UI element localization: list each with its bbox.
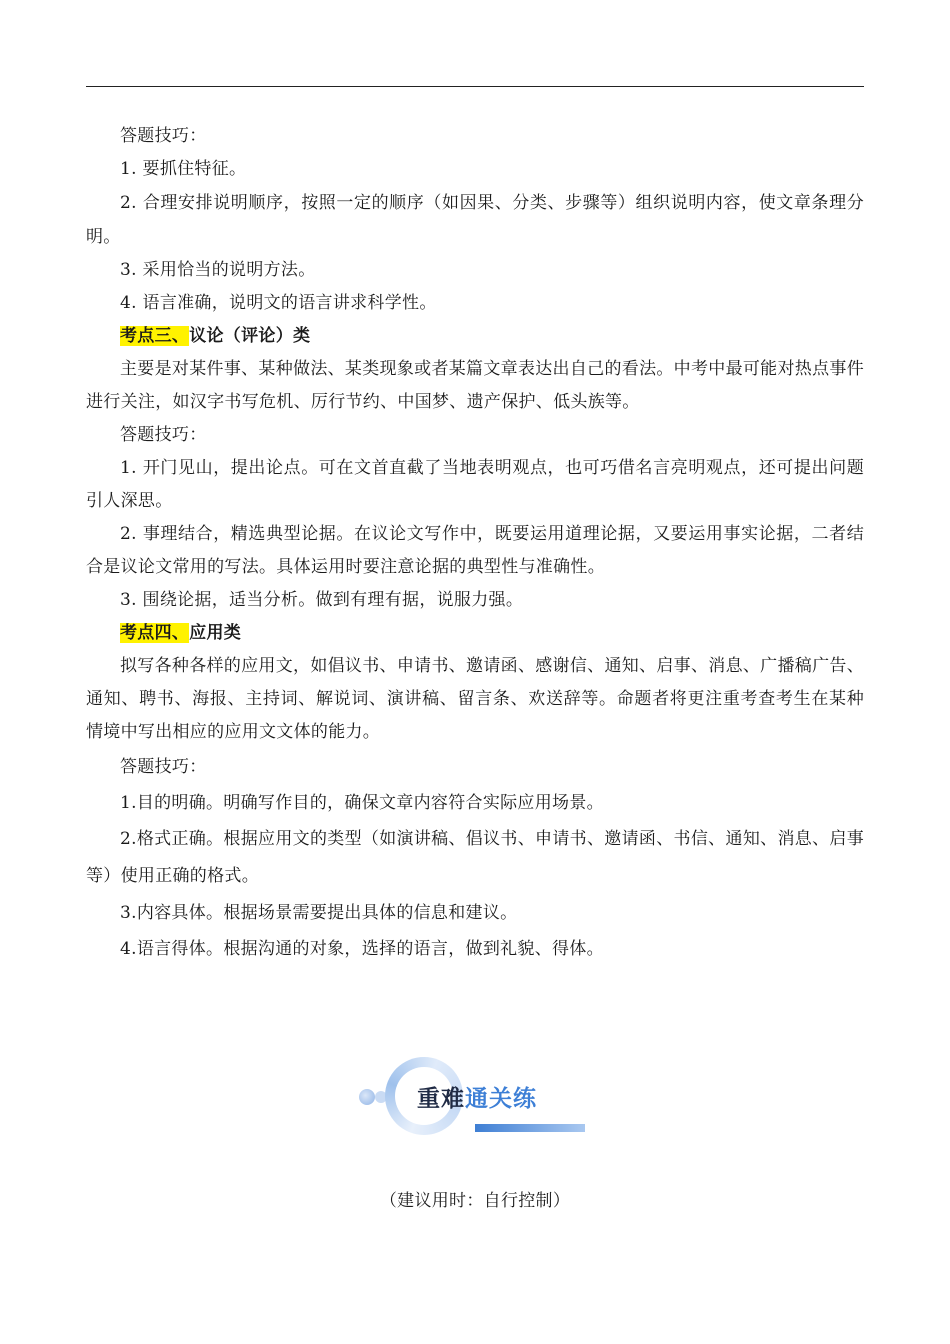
section-heading-4 [86, 617, 864, 650]
list-item: 2. 事理结合，精选典型论据。在议论文写作中，既要运用道理论据，又要运用事实论据，二者结合是议论文常用的写法。具体运用时要注意论据的典型性与准确性。 [86, 524, 864, 577]
tips-label: 答题技巧： [120, 126, 207, 146]
banner-title: 重难通关练 [417, 1086, 537, 1112]
decor-bar [475, 1124, 585, 1132]
heading-label: 考点三、 [120, 326, 190, 346]
list-item: 4.语言得体。根据沟通的对象，选择的语言，做到礼貌、得体。 [120, 939, 604, 959]
list-item: 3. 采用恰当的说明方法。 [120, 260, 316, 280]
list-item: 1. 开门见山，提出论点。可在文首直截了当地表明观点，也可巧借名言亮明观点，还可提出问题引人深思。 [86, 458, 864, 511]
section-description: 拟写各种各样的应用文，如倡议书、申请书、邀请函、感谢信、通知、启事、消息、广播稿广告、通知、聘书、海报、主持词、解说词、演讲稿、留言条、欢送辞等。命题者将更注重考查考生在某种情境中写出相应的应用文文体的能力。 [86, 656, 864, 742]
section-heading-3 [86, 320, 864, 353]
heading-label: 考点四、 [120, 623, 190, 643]
list-item: 2. 合理安排说明顺序，按照一定的顺序（如因果、分类、步骤等）组织说明内容，使文章条理分明。 [86, 193, 864, 247]
time-suggestion: （建议用时：自行控制） [379, 1191, 571, 1211]
heading-title: 议论（评论）类 [189, 326, 311, 346]
header-rule [86, 86, 864, 87]
list-item: 1.目的明确。明确写作目的，确保文章内容符合实际应用场景。 [120, 793, 604, 813]
document-body [86, 120, 864, 967]
list-item: 1. 要抓住特征。 [120, 159, 247, 179]
heading-title: 应用类 [189, 623, 242, 643]
list-item: 4. 语言准确，说明文的语言讲求科学性。 [120, 293, 437, 313]
section-description: 主要是对某件事、某种做法、某类现象或者某篇文章表达出自己的看法。中考中最可能对热点事件进行关注，如汉字书写危机、厉行节约、中国梦、遗产保护、低头族等。 [86, 359, 864, 412]
list-item: 3. 围绕论据，适当分析。做到有理有据，说服力强。 [120, 590, 524, 610]
tips-label: 答题技巧： [120, 425, 207, 445]
tips-label: 答题技巧： [120, 757, 207, 777]
decor-dot-icon [359, 1089, 375, 1105]
list-item: 3.内容具体。根据场景需要提出具体的信息和建议。 [120, 903, 518, 923]
practice-banner [355, 1052, 595, 1142]
list-item: 2.格式正确。根据应用文的类型（如演讲稿、倡议书、申请书、邀请函、书信、通知、消息、启事等）使用正确的格式。 [86, 829, 864, 886]
